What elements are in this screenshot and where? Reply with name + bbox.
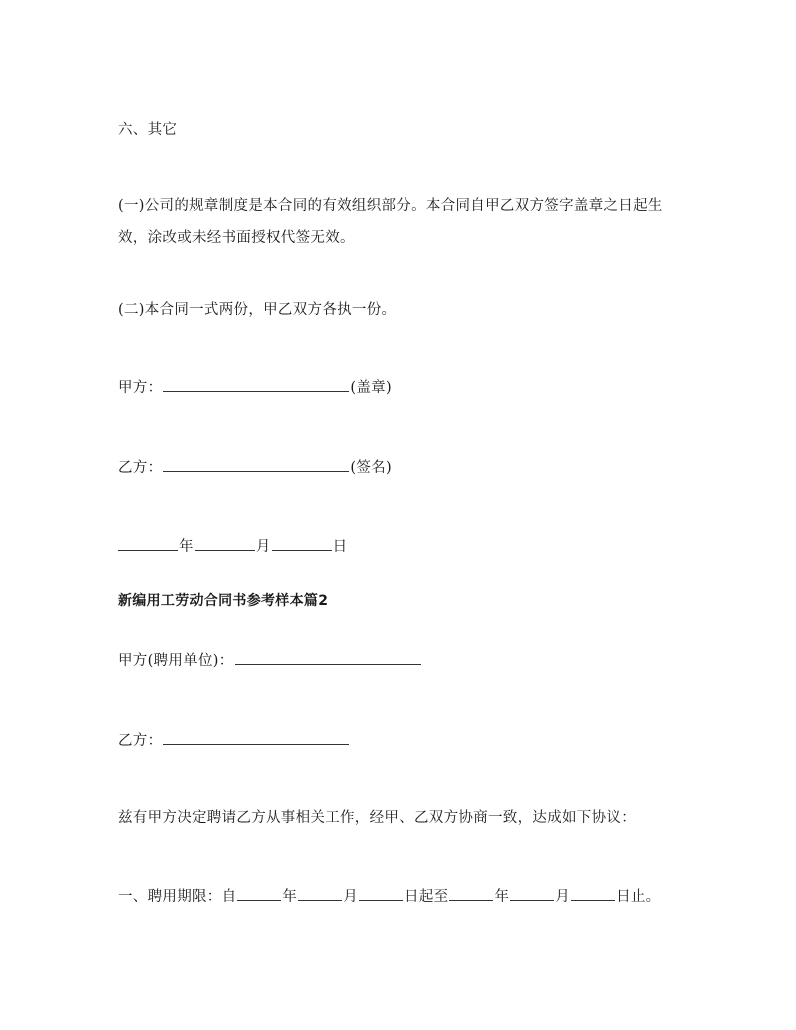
month-blank[interactable]: [195, 536, 255, 551]
party-a-label: 甲方：: [118, 380, 163, 396]
employer-line: [118, 650, 422, 671]
section-six-title: 六、其它: [118, 122, 178, 138]
clause-two: (二)本合同一式两份，甲乙双方各执一份。: [118, 302, 397, 318]
term-year-1: 年: [282, 889, 298, 905]
term-month-1: 月: [343, 889, 359, 905]
party-a-suffix: (盖章): [350, 380, 392, 396]
end-year-blank[interactable]: [449, 886, 493, 901]
party-a-signature-line: [118, 377, 392, 398]
sample-two-heading: 新编用工劳动合同书参考样本篇2: [118, 593, 329, 609]
term-prefix: 一、聘用期限：自: [118, 889, 237, 905]
end-month-blank[interactable]: [510, 886, 554, 901]
date-day: 日: [332, 539, 348, 555]
start-day-blank[interactable]: [359, 886, 403, 901]
party-b-label: 乙方：: [118, 460, 163, 476]
date-line: [118, 536, 347, 557]
start-month-blank[interactable]: [298, 886, 342, 901]
employee-label: 乙方：: [118, 733, 163, 749]
employee-line: [118, 730, 350, 751]
end-day-blank[interactable]: [571, 886, 615, 901]
term-month-2: 月: [555, 889, 571, 905]
agreement-intro: 兹有甲方决定聘请乙方从事相关工作，经甲、乙双方协商一致，达成如下协议：: [118, 810, 636, 826]
term-from: 日起至: [404, 889, 449, 905]
start-year-blank[interactable]: [237, 886, 281, 901]
clause-one: (一)公司的规章制度是本合同的有效组织部分。本合同自甲乙双方签字盖章之日起生效，涂改或未经书面授权代签无效。: [118, 198, 663, 246]
term-year-2: 年: [494, 889, 510, 905]
term-end: 日止。: [616, 889, 661, 905]
day-blank[interactable]: [272, 536, 332, 551]
employer-blank[interactable]: [235, 650, 421, 665]
year-blank[interactable]: [118, 536, 178, 551]
party-b-suffix: (签名): [350, 460, 392, 476]
party-b-signature-line: [118, 457, 392, 478]
employment-term-line: [118, 886, 660, 907]
party-b-blank[interactable]: [163, 457, 349, 472]
employee-blank[interactable]: [163, 730, 349, 745]
date-month: 月: [255, 539, 271, 555]
date-year: 年: [179, 539, 194, 555]
party-a-blank[interactable]: [163, 377, 349, 392]
employer-label: 甲方(聘用单位)：: [118, 653, 234, 669]
